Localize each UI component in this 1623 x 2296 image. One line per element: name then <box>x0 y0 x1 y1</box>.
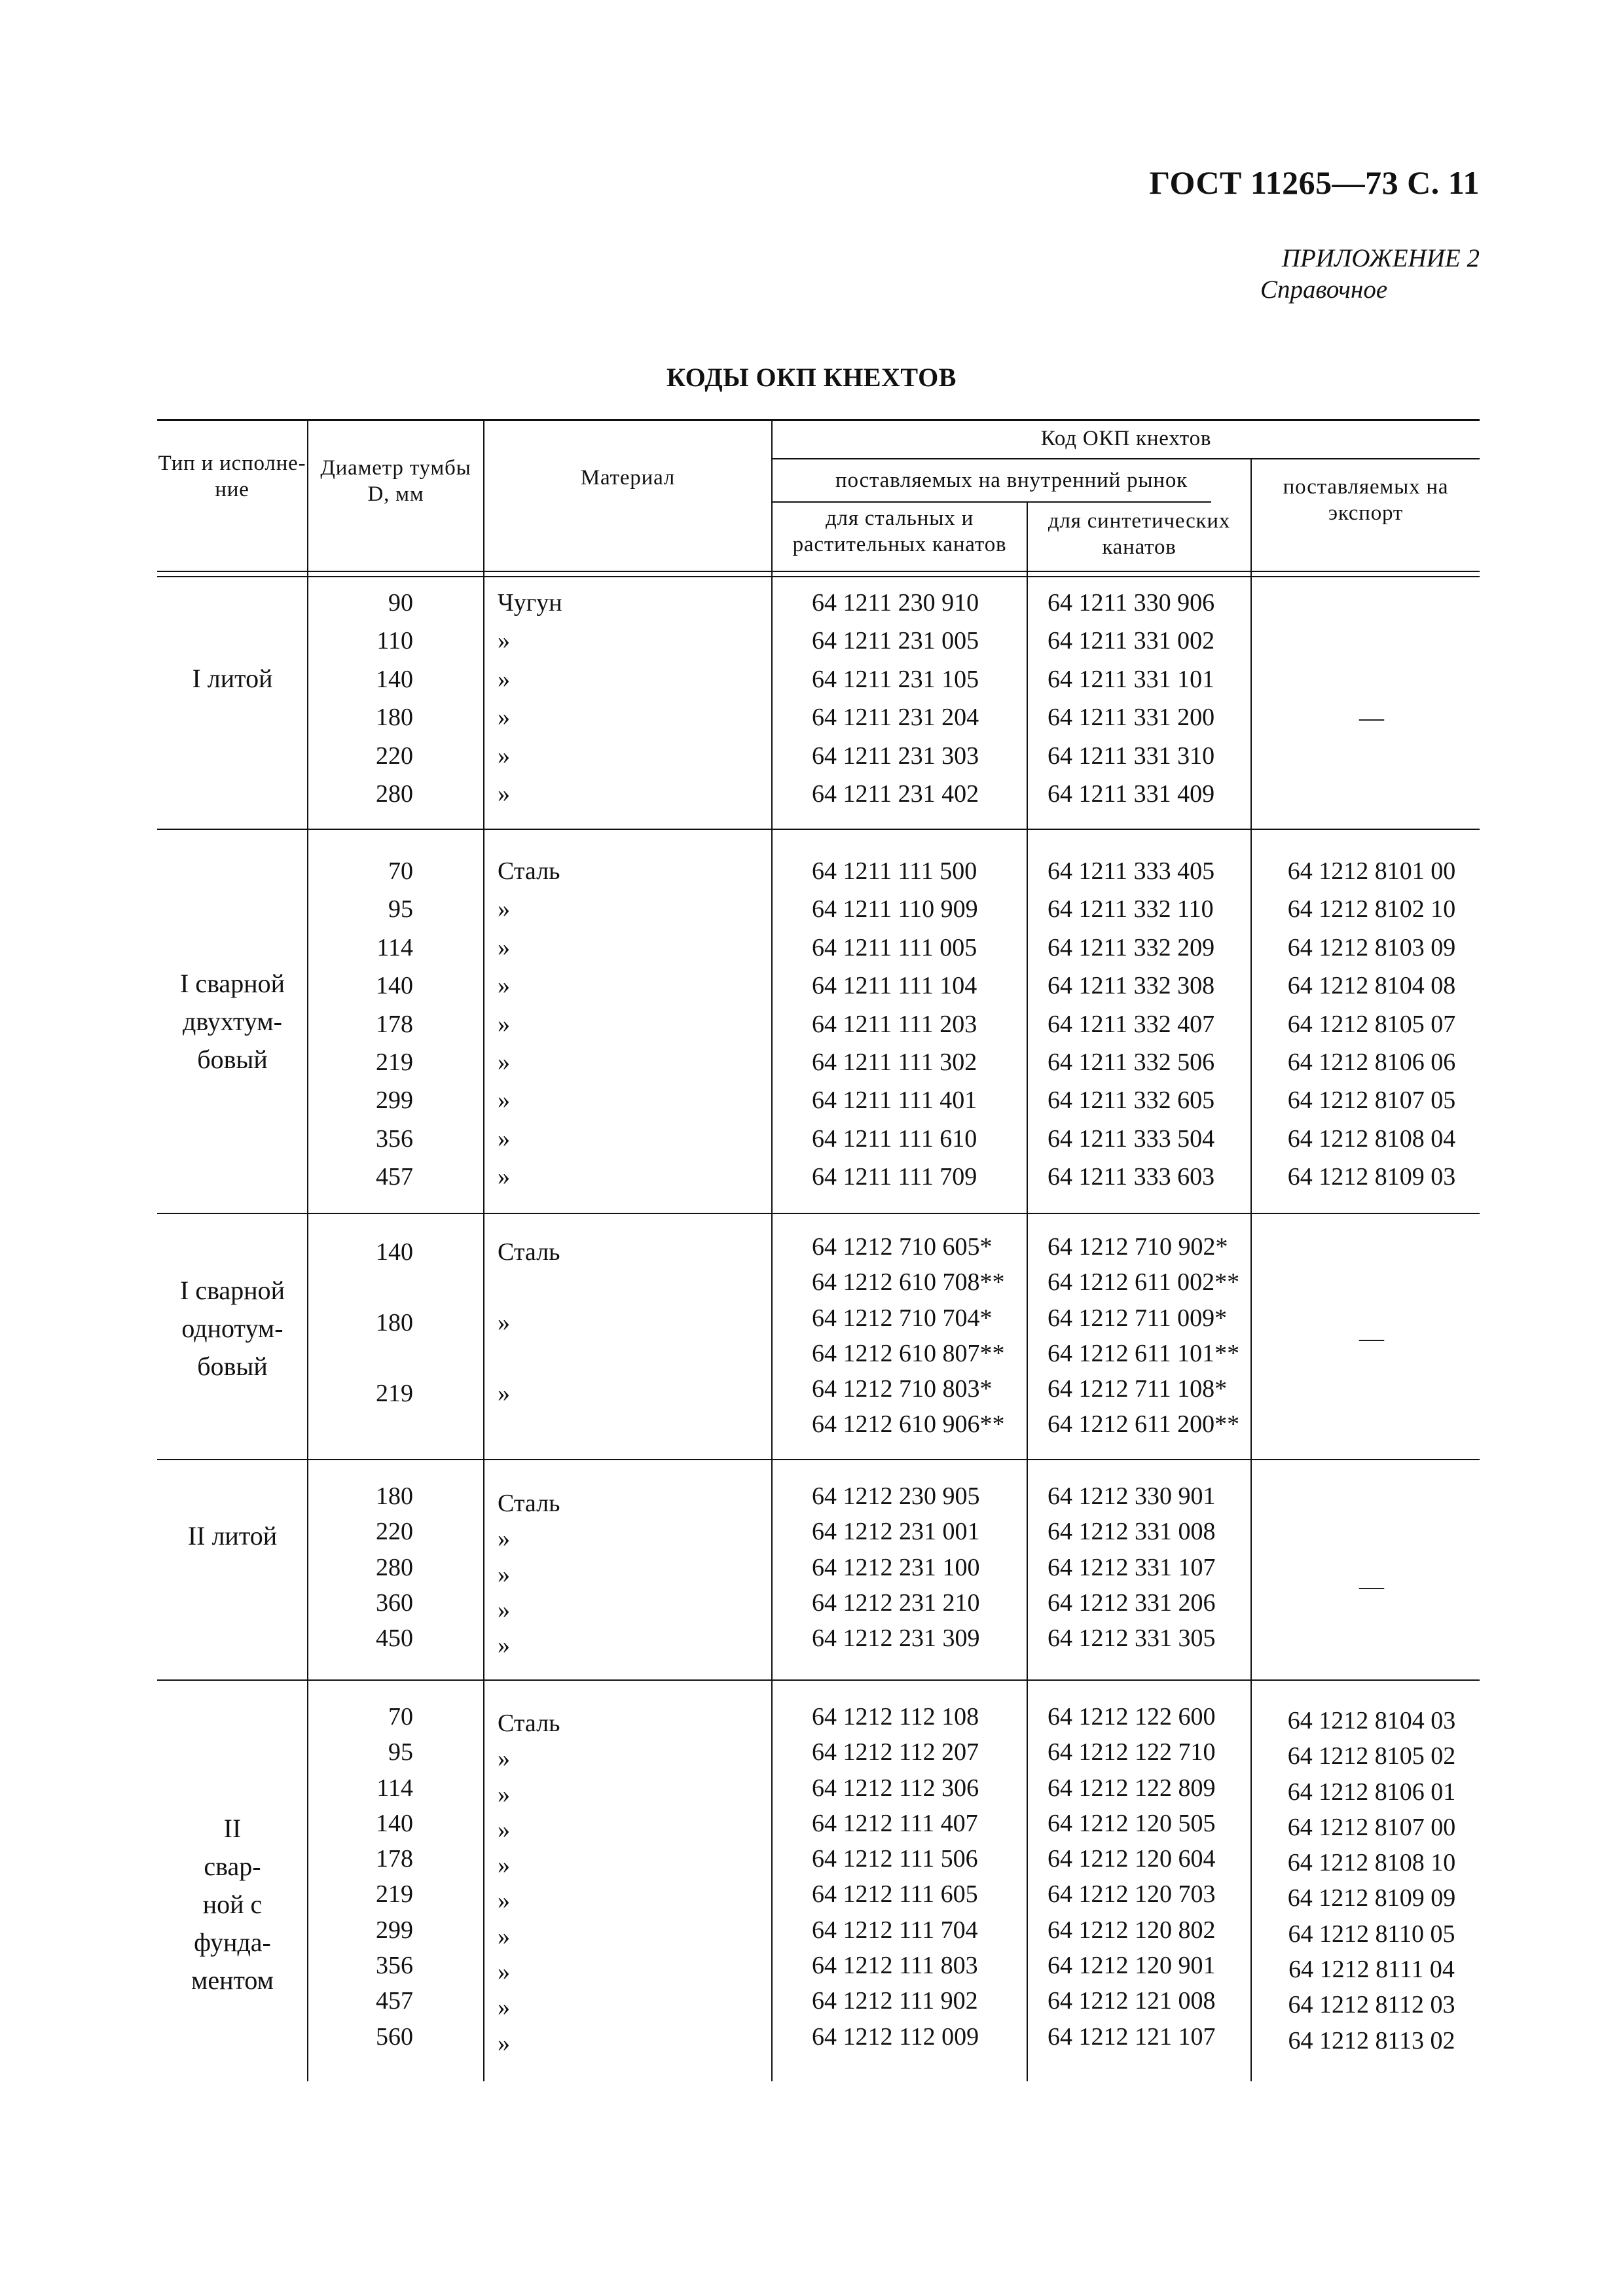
table-cell: 64 1212 8104 03 <box>1287 1707 1456 1734</box>
table-cell: » <box>498 1010 510 1038</box>
table-cell: 64 1212 711 108* <box>1048 1375 1228 1403</box>
table-cell: » <box>498 1086 510 1115</box>
table-cell: 180 <box>376 1309 413 1336</box>
diameter-column <box>308 584 413 813</box>
table-cell: Сталь <box>498 1490 560 1517</box>
table-cell: 299 <box>376 1086 413 1115</box>
table-cell: 64 1212 230 905 <box>812 1482 980 1510</box>
table-cell: 64 1212 610 807** <box>812 1339 1005 1367</box>
table-cell: 64 1212 8112 03 <box>1288 1991 1455 2019</box>
table-cell: 64 1212 111 407 <box>812 1809 978 1837</box>
table-cell: 64 1211 332 605 <box>1048 1086 1215 1115</box>
table-cell: 64 1212 8104 08 <box>1287 972 1456 1000</box>
diameter-column <box>308 1699 413 2054</box>
table-cell: 64 1211 331 101 <box>1048 665 1215 693</box>
table-cell: » <box>498 1525 510 1553</box>
table-cell: 110 <box>376 627 413 655</box>
table-cell: 180 <box>376 1482 413 1510</box>
table-cell: 64 1212 122 809 <box>1048 1774 1216 1802</box>
table-cell: 64 1212 111 902 <box>812 1987 978 2015</box>
synthetic-code-column <box>1041 1479 1270 1656</box>
table-cell: 64 1212 112 009 <box>812 2022 979 2051</box>
table-cell: » <box>498 1887 510 1915</box>
table-cell: » <box>498 1048 510 1076</box>
okp-codes-table <box>157 419 1480 2081</box>
table-cell: 64 1212 8111 04 <box>1288 1956 1455 1984</box>
page-title: КОДЫ ОКП КНЕХТОВ <box>666 363 957 392</box>
export-code-column <box>1264 1703 1480 2058</box>
table-cell: 64 1212 8107 05 <box>1287 1086 1456 1115</box>
header-diameter: Диаметр тумбы D, мм <box>320 456 471 506</box>
export-code-column <box>1264 852 1480 1196</box>
table-cell: 64 1212 111 803 <box>812 1952 978 1980</box>
document-id: ГОСТ 11265—73 С. 11 <box>1149 164 1480 201</box>
table-cell: » <box>498 627 510 655</box>
table-cell: 140 <box>376 665 413 693</box>
material-column <box>498 852 661 1196</box>
export-dash: — <box>1359 704 1384 732</box>
table-cell: 64 1212 112 207 <box>812 1738 979 1767</box>
table-cell: 64 1212 8105 07 <box>1287 1010 1456 1038</box>
table-cell: » <box>498 665 510 693</box>
table-cell: 64 1212 610 906** <box>812 1410 1005 1439</box>
column-rule <box>771 419 773 2081</box>
table-cell: 64 1211 110 909 <box>812 895 978 924</box>
table-cell: 64 1212 8108 10 <box>1287 1849 1456 1877</box>
table-cell: 64 1212 710 704* <box>812 1304 993 1332</box>
table-cell: 180 <box>376 704 413 732</box>
table-cell: 64 1212 231 001 <box>812 1518 980 1546</box>
table-cell: 70 <box>388 857 413 885</box>
table-cell: Сталь <box>498 1710 560 1737</box>
table-cell: 64 1212 331 206 <box>1048 1588 1216 1617</box>
table-cell: 64 1212 710 803* <box>812 1375 993 1403</box>
table-cell: 219 <box>376 1380 413 1407</box>
table-cell: 64 1212 8110 05 <box>1288 1920 1455 1948</box>
table-cell: 64 1212 8109 03 <box>1287 1163 1456 1191</box>
table-cell: Чугун <box>498 589 562 617</box>
table-cell: 64 1212 611 200** <box>1048 1410 1240 1439</box>
table-cell: 64 1211 231 005 <box>812 627 979 655</box>
table-cell: 64 1212 8102 10 <box>1287 895 1456 924</box>
table-cell: » <box>498 1124 510 1153</box>
table-cell: 64 1211 111 203 <box>812 1010 977 1038</box>
table-cell: 356 <box>376 1124 413 1153</box>
table-cell: 64 1212 120 703 <box>1048 1880 1216 1909</box>
table-cell: 64 1211 330 906 <box>1048 589 1215 617</box>
table-cell: Сталь <box>498 1238 560 1266</box>
group-separator <box>157 1679 1480 1681</box>
table-cell: 140 <box>376 1809 413 1837</box>
table-cell: 64 1212 611 002** <box>1048 1268 1240 1297</box>
table-cell: 280 <box>376 1553 413 1581</box>
group-separator <box>157 1213 1480 1214</box>
table-cell: 64 1212 331 305 <box>1048 1624 1216 1653</box>
table-cell: 64 1212 120 901 <box>1048 1952 1216 1980</box>
table-cell: 95 <box>388 895 413 924</box>
table-cell: » <box>498 780 510 808</box>
group-separator <box>157 1459 1480 1460</box>
table-cell: 64 1212 231 309 <box>812 1624 980 1653</box>
material-column <box>498 1486 661 1663</box>
synthetic-code-column <box>1041 1699 1270 2054</box>
table-cell: » <box>498 1922 510 1950</box>
table-cell: » <box>498 1780 510 1808</box>
table-cell: 64 1212 711 009* <box>1048 1304 1228 1332</box>
table-cell: » <box>498 704 510 732</box>
material-column <box>498 1233 661 1445</box>
table-cell: » <box>498 1380 510 1407</box>
table-cell: 457 <box>376 1987 413 2015</box>
table-cell: 95 <box>388 1738 413 1767</box>
table-cell: 64 1212 111 605 <box>812 1880 978 1909</box>
table-cell: 64 1212 8113 02 <box>1288 2026 1455 2054</box>
table-cell: 64 1212 8109 09 <box>1287 1884 1456 1912</box>
header-domestic: поставляемых на внутренний рынок <box>835 469 1188 492</box>
steel-code-column <box>792 1479 1061 1656</box>
steel-code-column <box>792 1229 1061 1443</box>
export-dash: — <box>1359 1573 1384 1600</box>
table-cell: 356 <box>376 1952 413 1980</box>
table-cell: 64 1212 610 708** <box>812 1268 1005 1297</box>
group-title: I сварной двухтум- бовый <box>180 969 285 1074</box>
header-okp-code: Код ОКП кнехтов <box>1040 427 1212 450</box>
table-cell: 64 1211 111 709 <box>812 1163 977 1191</box>
table-cell: 64 1212 122 600 <box>1048 1703 1216 1731</box>
table-cell: 64 1212 331 008 <box>1048 1518 1216 1546</box>
table-cell: 64 1211 333 504 <box>1048 1124 1215 1153</box>
steel-code-column <box>792 852 1061 1196</box>
steel-code-column <box>792 584 1061 813</box>
group-title: I сварной однотум- бовый <box>180 1276 285 1381</box>
table-cell: 64 1212 231 210 <box>812 1588 980 1617</box>
table-cell: 64 1211 333 405 <box>1048 857 1215 885</box>
table-cell: 64 1212 611 101** <box>1048 1339 1240 1367</box>
table-cell: 64 1211 111 005 <box>812 933 977 961</box>
table-cell: 64 1212 112 108 <box>812 1703 979 1731</box>
table-cell: » <box>498 972 510 1000</box>
table-cell: 450 <box>376 1624 413 1653</box>
synthetic-code-column <box>1041 584 1270 813</box>
table-cell: 64 1212 112 306 <box>812 1774 979 1802</box>
table-cell: 64 1211 231 402 <box>812 780 979 808</box>
synthetic-code-column <box>1041 1229 1270 1443</box>
table-cell: 560 <box>376 2022 413 2051</box>
group-title: II свар- ной с фунда- ментом <box>191 1814 274 1995</box>
table-cell: 64 1211 332 209 <box>1048 933 1215 961</box>
table-cell: 64 1211 332 308 <box>1048 972 1215 1000</box>
table-cell: 64 1211 331 002 <box>1048 627 1215 655</box>
appendix-label: ПРИЛОЖЕНИЕ 2 <box>1281 244 1480 272</box>
table-cell: 457 <box>376 1163 413 1191</box>
table-cell: 178 <box>376 1845 413 1873</box>
header-rule-2 <box>773 501 1211 503</box>
table-cell: 64 1211 331 200 <box>1048 704 1215 732</box>
table-cell: 64 1212 122 710 <box>1048 1738 1216 1767</box>
table-cell: » <box>498 933 510 961</box>
table-cell: 64 1212 8103 09 <box>1287 933 1456 961</box>
table-cell: 64 1212 231 100 <box>812 1553 980 1581</box>
diameter-column <box>308 852 413 1196</box>
header-rule-1 <box>773 458 1480 459</box>
table-cell: 64 1212 120 604 <box>1048 1845 1216 1873</box>
table-cell: 64 1211 331 310 <box>1048 742 1215 770</box>
table-cell: 64 1211 332 110 <box>1048 895 1214 924</box>
table-cell: 220 <box>376 742 413 770</box>
table-cell: 64 1211 231 303 <box>812 742 979 770</box>
table-cell: 299 <box>376 1916 413 1944</box>
table-cell: 140 <box>376 972 413 1000</box>
table-cell: » <box>498 1958 510 1986</box>
table-cell: 64 1212 8106 06 <box>1287 1048 1456 1076</box>
diameter-column <box>308 1479 413 1656</box>
table-cell: » <box>498 1163 510 1191</box>
table-cell: 64 1212 330 901 <box>1048 1482 1216 1510</box>
appendix-kind: Справочное <box>1260 276 1388 304</box>
table-cell: 140 <box>376 1238 413 1266</box>
table-cell: 64 1212 111 506 <box>812 1845 978 1873</box>
table-cell: 114 <box>376 1774 413 1802</box>
column-rule <box>483 419 484 2081</box>
table-cell: 64 1212 8105 02 <box>1287 1742 1456 1770</box>
table-cell: 64 1211 111 500 <box>812 857 977 885</box>
table-cell: 64 1211 111 302 <box>812 1048 977 1076</box>
table-cell: » <box>498 1852 510 1880</box>
group-title: I литой <box>192 664 273 693</box>
table-cell: 64 1212 8106 01 <box>1287 1778 1456 1806</box>
table-cell: » <box>498 742 510 770</box>
table-cell: 70 <box>388 1703 413 1731</box>
table-cell: 114 <box>376 933 413 961</box>
table-cell: 64 1212 120 802 <box>1048 1916 1216 1944</box>
table-top-rule <box>157 419 1480 421</box>
table-cell: » <box>498 1816 510 1844</box>
synthetic-code-column <box>1041 852 1270 1196</box>
table-cell: » <box>498 1994 510 2022</box>
table-cell: 64 1212 8101 00 <box>1287 857 1456 885</box>
diameter-column <box>308 1233 413 1445</box>
table-cell: 280 <box>376 780 413 808</box>
table-cell: 360 <box>376 1588 413 1617</box>
table-cell: 64 1211 231 105 <box>812 665 979 693</box>
table-cell: 64 1212 710 605* <box>812 1233 993 1261</box>
table-cell: 64 1211 111 610 <box>812 1124 977 1153</box>
table-cell: 64 1212 120 505 <box>1048 1809 1216 1837</box>
material-column <box>498 584 661 813</box>
table-cell: 90 <box>388 589 413 617</box>
group-separator <box>157 829 1480 830</box>
table-cell: 64 1212 710 902* <box>1048 1233 1228 1261</box>
table-cell: 64 1212 111 704 <box>812 1916 978 1944</box>
header-steel-plant-ropes: для стальных и растительных канатов <box>792 507 1007 556</box>
table-cell: 64 1212 121 008 <box>1048 1987 1216 2015</box>
table-cell: 64 1212 8108 04 <box>1287 1124 1456 1153</box>
table-cell: 64 1211 332 407 <box>1048 1010 1215 1038</box>
table-cell: » <box>498 2029 510 2057</box>
steel-code-column <box>792 1699 1061 2054</box>
table-cell: 220 <box>376 1518 413 1546</box>
table-cell: 64 1211 230 910 <box>812 589 979 617</box>
header-rule-double-a <box>157 571 1480 572</box>
table-cell: » <box>498 1745 510 1773</box>
header-synthetic-ropes: для синтетических канатов <box>1048 509 1231 559</box>
table-cell: 178 <box>376 1010 413 1038</box>
table-cell: 219 <box>376 1048 413 1076</box>
table-cell: » <box>498 1632 510 1660</box>
table-cell: 64 1211 333 603 <box>1048 1163 1215 1191</box>
table-cell: 64 1212 8107 00 <box>1287 1813 1456 1841</box>
table-cell: Сталь <box>498 857 560 885</box>
table-cell: 64 1211 331 409 <box>1048 780 1215 808</box>
table-cell: 219 <box>376 1880 413 1909</box>
header-rule-double-b <box>157 576 1480 577</box>
table-cell: 64 1211 332 506 <box>1048 1048 1215 1076</box>
export-dash: — <box>1359 1325 1384 1352</box>
table-cell: » <box>498 1560 510 1588</box>
table-cell: 64 1212 121 107 <box>1048 2022 1216 2051</box>
table-cell: » <box>498 895 510 924</box>
table-cell: 64 1212 331 107 <box>1048 1553 1216 1581</box>
header-export: поставляемых на экспорт <box>1283 475 1449 525</box>
table-cell: 64 1211 111 104 <box>812 972 977 1000</box>
table-cell: » <box>498 1596 510 1624</box>
header-material: Материал <box>580 466 676 490</box>
table-cell: 64 1211 111 401 <box>812 1086 977 1115</box>
group-title: II литой <box>187 1521 278 1551</box>
header-type: Тип и исполне-ние <box>158 452 306 501</box>
material-column <box>498 1706 661 2061</box>
table-cell: » <box>498 1309 510 1336</box>
table-cell: 64 1211 231 204 <box>812 704 979 732</box>
